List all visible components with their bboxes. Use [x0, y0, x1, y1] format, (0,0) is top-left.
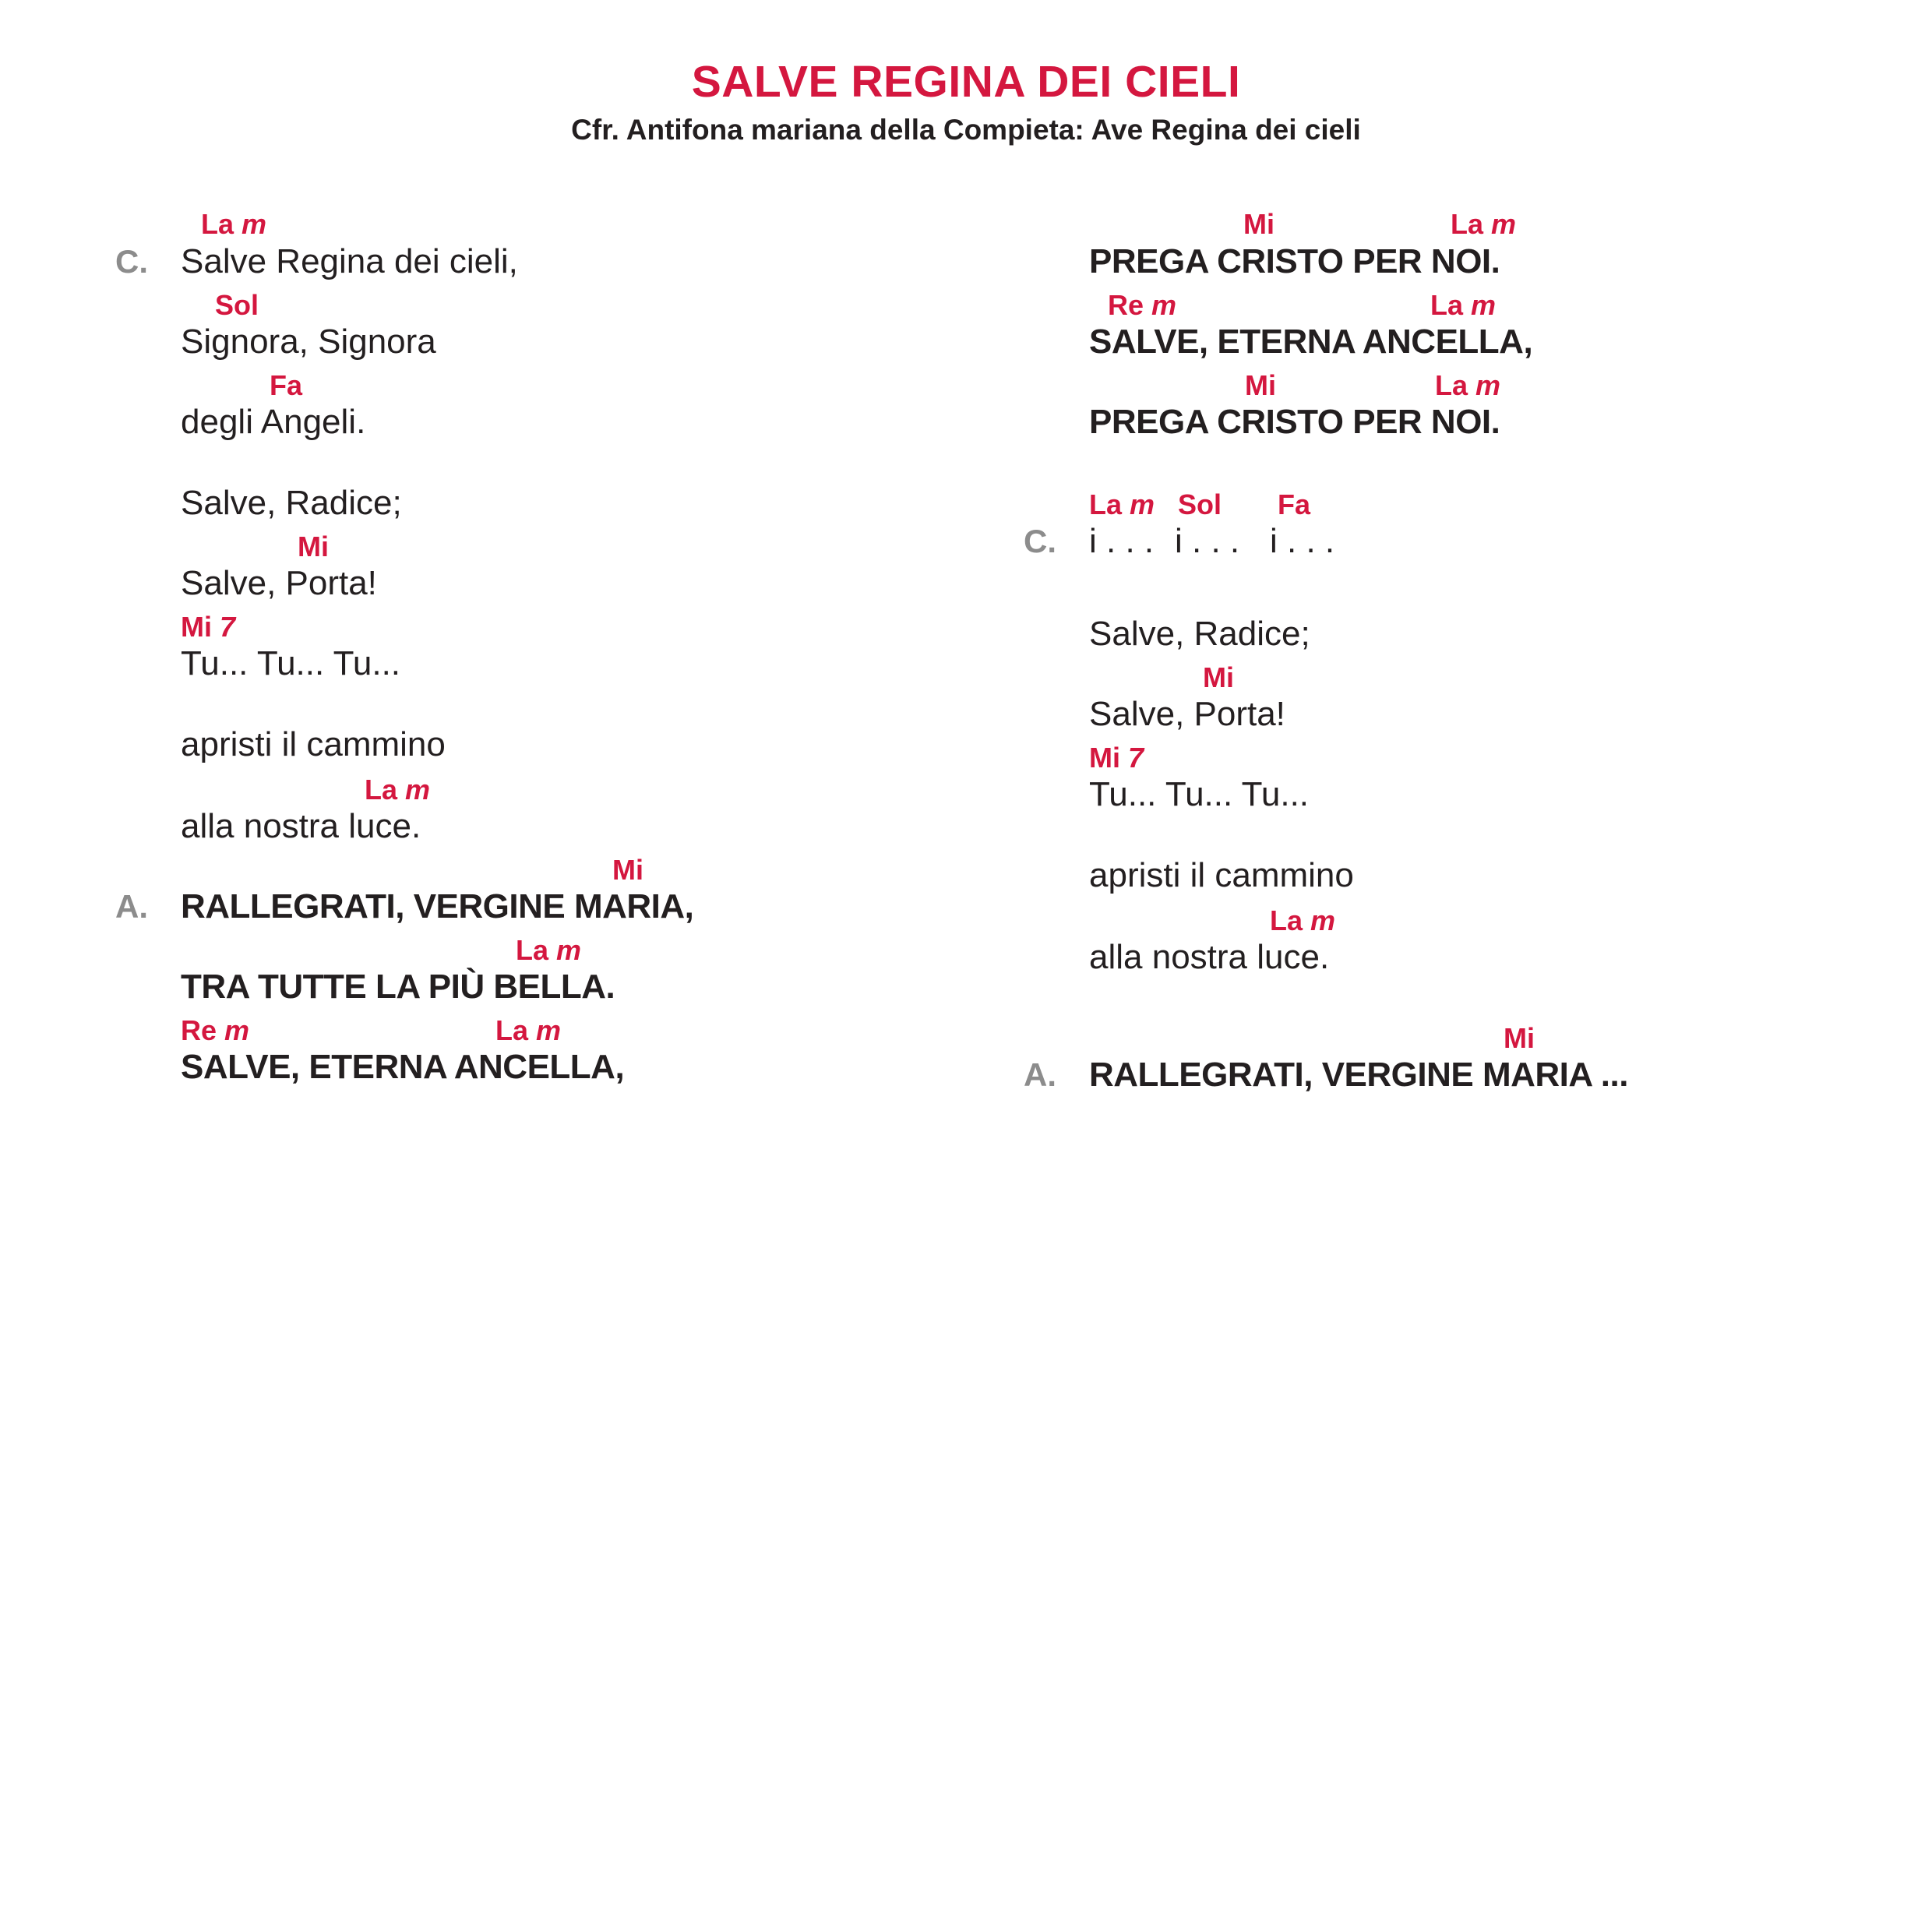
speaker-cantor: C. [1024, 523, 1056, 559]
chord-la-minor: La m [201, 208, 267, 240]
lyric-line: apristi il cammino [181, 725, 446, 763]
refrain-line: TRA TUTTE LA PIÙ BELLA. [181, 968, 615, 1006]
chord-la-minor: La m [365, 774, 431, 806]
chord-fa: Fa [1278, 488, 1311, 520]
chord-mi: Mi [1504, 1022, 1535, 1054]
speaker-assembly: A. [115, 888, 148, 925]
lyric-line: degli Angeli. [181, 403, 366, 441]
refrain-line: PREGA CRISTO PER NOI. [1089, 242, 1500, 280]
refrain-line: SALVE, ETERNA ANCELLA, [1089, 323, 1533, 361]
lyric-line: i . . . [1270, 522, 1335, 560]
refrain-line: PREGA CRISTO PER NOI. [1089, 403, 1500, 441]
page-title: SALVE REGINA DEI CIELI [691, 57, 1241, 107]
lyric-line: i . . . [1175, 522, 1240, 560]
chord-mi: Mi [612, 854, 643, 886]
speaker-assembly: A. [1024, 1056, 1056, 1093]
lyric-line: i . . . [1089, 522, 1155, 560]
chord-mi: Mi [1243, 208, 1274, 240]
chord-la-minor: La m [1435, 369, 1501, 401]
chord-mi: Mi [1245, 369, 1276, 401]
refrain-line: RALLEGRATI, VERGINE MARIA ... [1089, 1056, 1628, 1094]
lyric-line: Tu... Tu... Tu... [1089, 775, 1310, 813]
chord-la-minor: La m [516, 934, 582, 966]
chord-la-minor: La m [1451, 208, 1517, 240]
lyric-line: alla nostra luce. [1089, 938, 1330, 976]
chord-re-minor: Re m [1108, 289, 1177, 321]
lyric-line: Salve, Radice; [1089, 615, 1310, 653]
chord-sol: Sol [215, 289, 259, 321]
chord-la-minor: La m [495, 1014, 562, 1046]
page-subtitle: Cfr. Antifona mariana della Compieta: Ave Regina dei cieli [571, 114, 1361, 146]
lyric-line: alla nostra luce. [181, 807, 421, 845]
refrain-line: RALLEGRATI, VERGINE MARIA, [181, 887, 694, 925]
chord-la-minor: La m [1430, 289, 1497, 321]
chord-re-minor: Re m [181, 1014, 250, 1046]
chord-la-minor: La m [1089, 488, 1155, 520]
chord-la-minor: La m [1270, 904, 1336, 936]
refrain-line: SALVE, ETERNA ANCELLA, [181, 1048, 625, 1086]
speaker-cantor: C. [115, 243, 148, 280]
lyric-line: Salve, Porta! [1089, 695, 1285, 733]
lyric-line: apristi il cammino [1089, 856, 1354, 894]
chord-mi: Mi [1203, 661, 1234, 693]
lyric-line: Tu... Tu... Tu... [181, 644, 401, 682]
chord-mi7: Mi 7 [181, 611, 236, 643]
chord-mi: Mi [298, 531, 329, 562]
chord-sol: Sol [1178, 488, 1222, 520]
lyric-line: Signora, Signora [181, 323, 436, 361]
lyric-line: Salve Regina dei cieli, [181, 242, 518, 280]
chord-fa: Fa [270, 369, 303, 401]
lyric-line: Salve, Radice; [181, 484, 402, 522]
lyric-line: Salve, Porta! [181, 564, 377, 602]
chord-mi7: Mi 7 [1089, 742, 1144, 774]
